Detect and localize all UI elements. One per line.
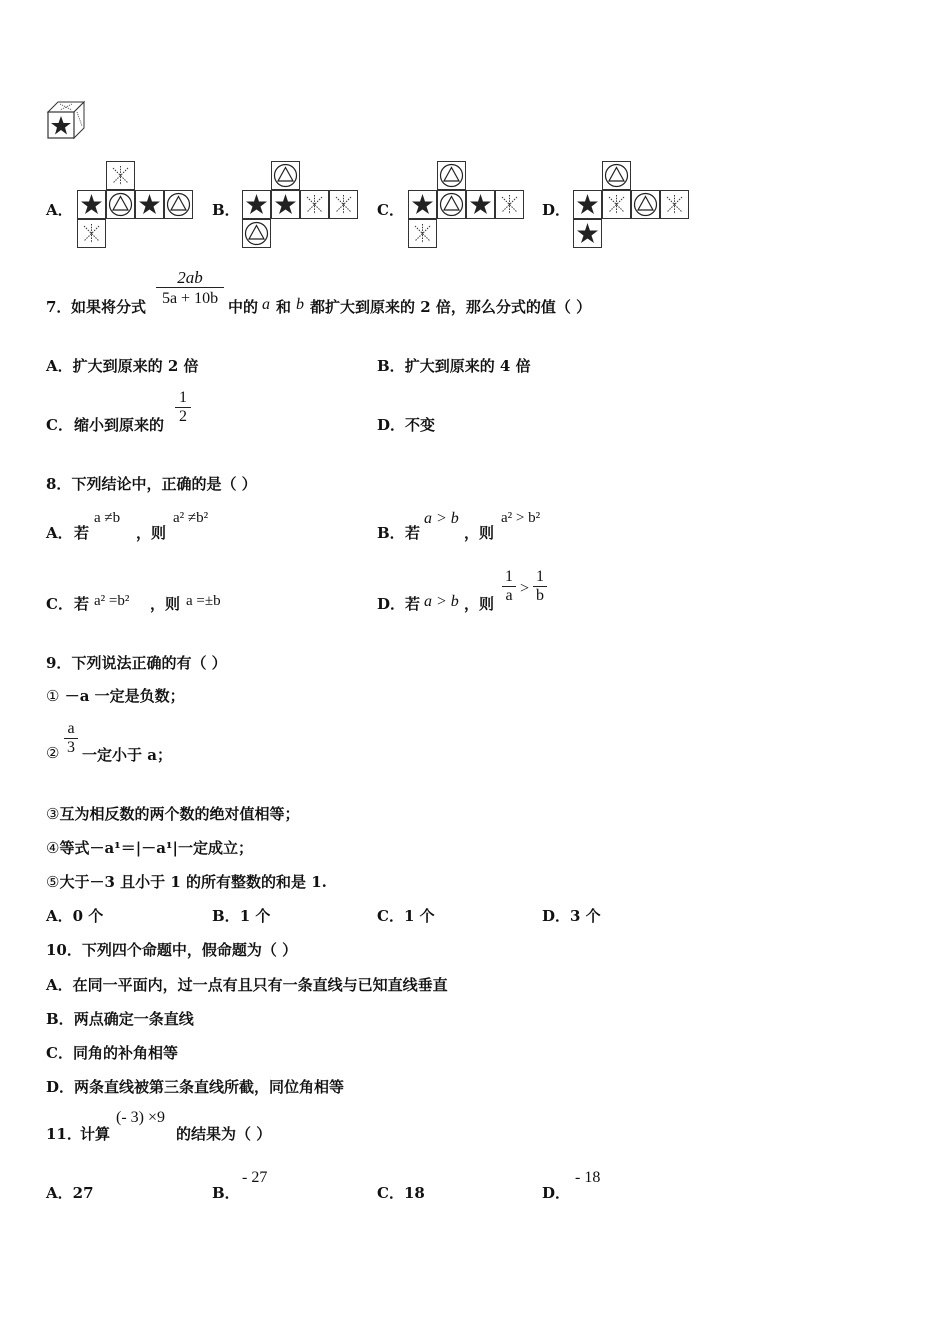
option-label: A． [46,1184,73,1202]
q9-option-d[interactable] [542,905,601,926]
option-label: B． [377,357,405,375]
star-face [466,190,495,219]
triangle-face [164,190,193,219]
option-label: B． [212,907,240,925]
option-label: C． [46,1044,73,1062]
option-text: 3 个 [570,907,601,925]
statement-1 [46,685,185,706]
q10-option-b[interactable] [46,1008,194,1029]
option-label: A． [46,201,73,219]
question-stem: 和 [276,298,292,316]
x-face [495,190,524,219]
fraction [502,568,516,605]
option-label: D． [542,201,571,219]
q11-option-c[interactable] [377,1182,425,1203]
fraction [175,389,191,426]
q7-option-d[interactable] [377,414,435,435]
statement-marker: ① [46,687,60,705]
option-label: C． [46,595,73,613]
q10-option-a[interactable] [46,974,448,995]
x-face [329,190,358,219]
triangle-face [106,190,135,219]
option-text: 27 [72,1184,94,1202]
option-label: A． [46,907,73,925]
question-stem: 都扩大到原来的 2 倍，那么分式的值（ ） [310,298,592,316]
option-text: - 18 [575,1169,601,1186]
statement-marker: ⑤ [46,873,60,891]
question-number: 8． [46,475,72,493]
fraction-numerator: 2ab [177,268,203,287]
option-label: D． [377,416,406,434]
question-stem: 计算 [80,1125,111,1143]
statement-3 [46,803,299,824]
option-label: D． [377,595,406,613]
question-stem: 中的 [228,298,259,316]
star-face [77,190,106,219]
star-face [408,190,437,219]
option-text: 不变 [405,416,436,434]
q7-option-a[interactable] [46,355,199,376]
option-text: 同角的补角相等 [72,1044,178,1062]
variable: a [262,296,270,313]
math-expression: a² =b² [94,593,130,609]
option-label: B． [46,1010,74,1028]
statement-text: －a 一定是负数； [64,687,185,705]
question-number: 7． [46,298,72,316]
question-stem: 的结果为（ ） [176,1125,272,1143]
fraction-denominator: 5a + 10b [161,290,219,307]
option-label: A． [46,524,73,542]
fraction-denominator: 3 [67,739,75,756]
x-face [300,190,329,219]
math-expression: a² ≠b² [173,510,209,526]
option-text: 在同一平面内，过一点有且只有一条直线与已知直线垂直 [72,976,448,994]
q9-option-b[interactable] [212,905,270,926]
star-face [271,190,300,219]
option-label: C． [377,201,404,219]
option-text: 扩大到原来的 4 倍 [404,357,531,375]
fraction-denominator: 2 [179,408,187,425]
option-label: A． [46,357,73,375]
option-label: C． [377,907,404,925]
option-text: ，则 [464,595,495,613]
question-stem: 下列说法正确的有（ ） [71,654,227,672]
statement-text: 等式－a¹＝|－a¹|一定成立； [59,839,253,857]
fraction-numerator: 1 [536,568,544,585]
math-expression: a² > b² [501,510,541,526]
option-text: 0 个 [72,907,104,925]
statement-text: 大于－3 且小于 1 的所有整数的和是 1. [59,873,327,891]
math-expression: > [520,580,530,597]
statement-marker: ④ [46,839,60,857]
question-stem: 下列四个命题中，假命题为（ ） [81,941,298,959]
triangle-face [242,219,271,248]
q11-option-a[interactable] [46,1182,94,1203]
option-label: A． [46,976,73,994]
x-face [77,219,106,248]
option-text: 1 个 [403,907,435,925]
q10-option-c[interactable] [46,1042,178,1063]
question-10 [46,939,297,960]
option-label: D． [542,1184,571,1202]
triangle-face [631,190,660,219]
option-text: 两条直线被第三条直线所截，同位角相等 [74,1078,345,1096]
x-face [408,219,437,248]
option-label: B． [212,1184,240,1202]
statement-5 [46,871,327,892]
math-expression: (- 3) ×9 [116,1109,166,1126]
question-stem: 如果将分式 [71,298,147,316]
option-text: ，则 [136,524,167,542]
option-text: 若 [405,595,421,613]
fraction-denominator: a [505,587,513,604]
option-text: 缩小到原来的 [74,416,165,434]
question-9 [46,652,227,673]
question-stem: 下列结论中，正确的是（ ） [71,475,257,493]
option-text: 若 [405,524,421,542]
math-expression: a =±b [186,593,221,609]
option-text: 若 [74,595,90,613]
fraction [533,568,547,605]
math-expression: a ≠b [94,510,121,526]
triangle-face [437,161,466,190]
variable: b [296,296,304,313]
question-number: 10． [46,941,82,959]
statement-4 [46,837,253,858]
fraction-numerator: 1 [179,389,187,406]
x-face [660,190,689,219]
option-label: D． [542,907,571,925]
star-face [242,190,271,219]
x-face [602,190,631,219]
triangle-face [271,161,300,190]
math-expression: a > b [424,593,459,610]
x-face [106,161,135,190]
option-text: 扩大到原来的 2 倍 [72,357,199,375]
option-text: 1 个 [239,907,271,925]
option-label: B． [377,524,405,542]
star-face [573,190,602,219]
option-label: D． [46,1078,75,1096]
fraction [64,720,78,757]
option-text: 若 [74,524,90,542]
triangle-face [602,161,631,190]
fraction-numerator: 1 [505,568,513,585]
option-text: ，则 [150,595,181,613]
fraction [156,269,224,308]
fraction-denominator: b [536,587,544,604]
cube-figure [46,100,86,140]
fraction-numerator: a [67,720,75,737]
triangle-face [437,190,466,219]
option-label: C． [46,416,73,434]
q9-option-a[interactable] [46,905,103,926]
math-expression: a > b [424,510,459,527]
statement-marker: ② [46,744,60,762]
statement-marker: ③ [46,805,60,823]
question-number: 11． [46,1125,82,1143]
option-label: B． [212,201,240,219]
star-face [573,219,602,248]
option-text: 两点确定一条直线 [73,1010,194,1028]
q10-option-d[interactable] [46,1076,344,1097]
q9-option-c[interactable] [377,905,435,926]
option-text: - 27 [242,1169,268,1186]
question-8 [46,473,257,494]
question-number: 9． [46,654,72,672]
option-text: 18 [403,1184,425,1202]
star-face [135,190,164,219]
q7-option-b[interactable] [377,355,531,376]
option-text: ，则 [464,524,495,542]
statement-text: 一定小于 a； [82,746,172,764]
option-label: C． [377,1184,404,1202]
statement-text: 互为相反数的两个数的绝对值相等； [59,805,300,823]
